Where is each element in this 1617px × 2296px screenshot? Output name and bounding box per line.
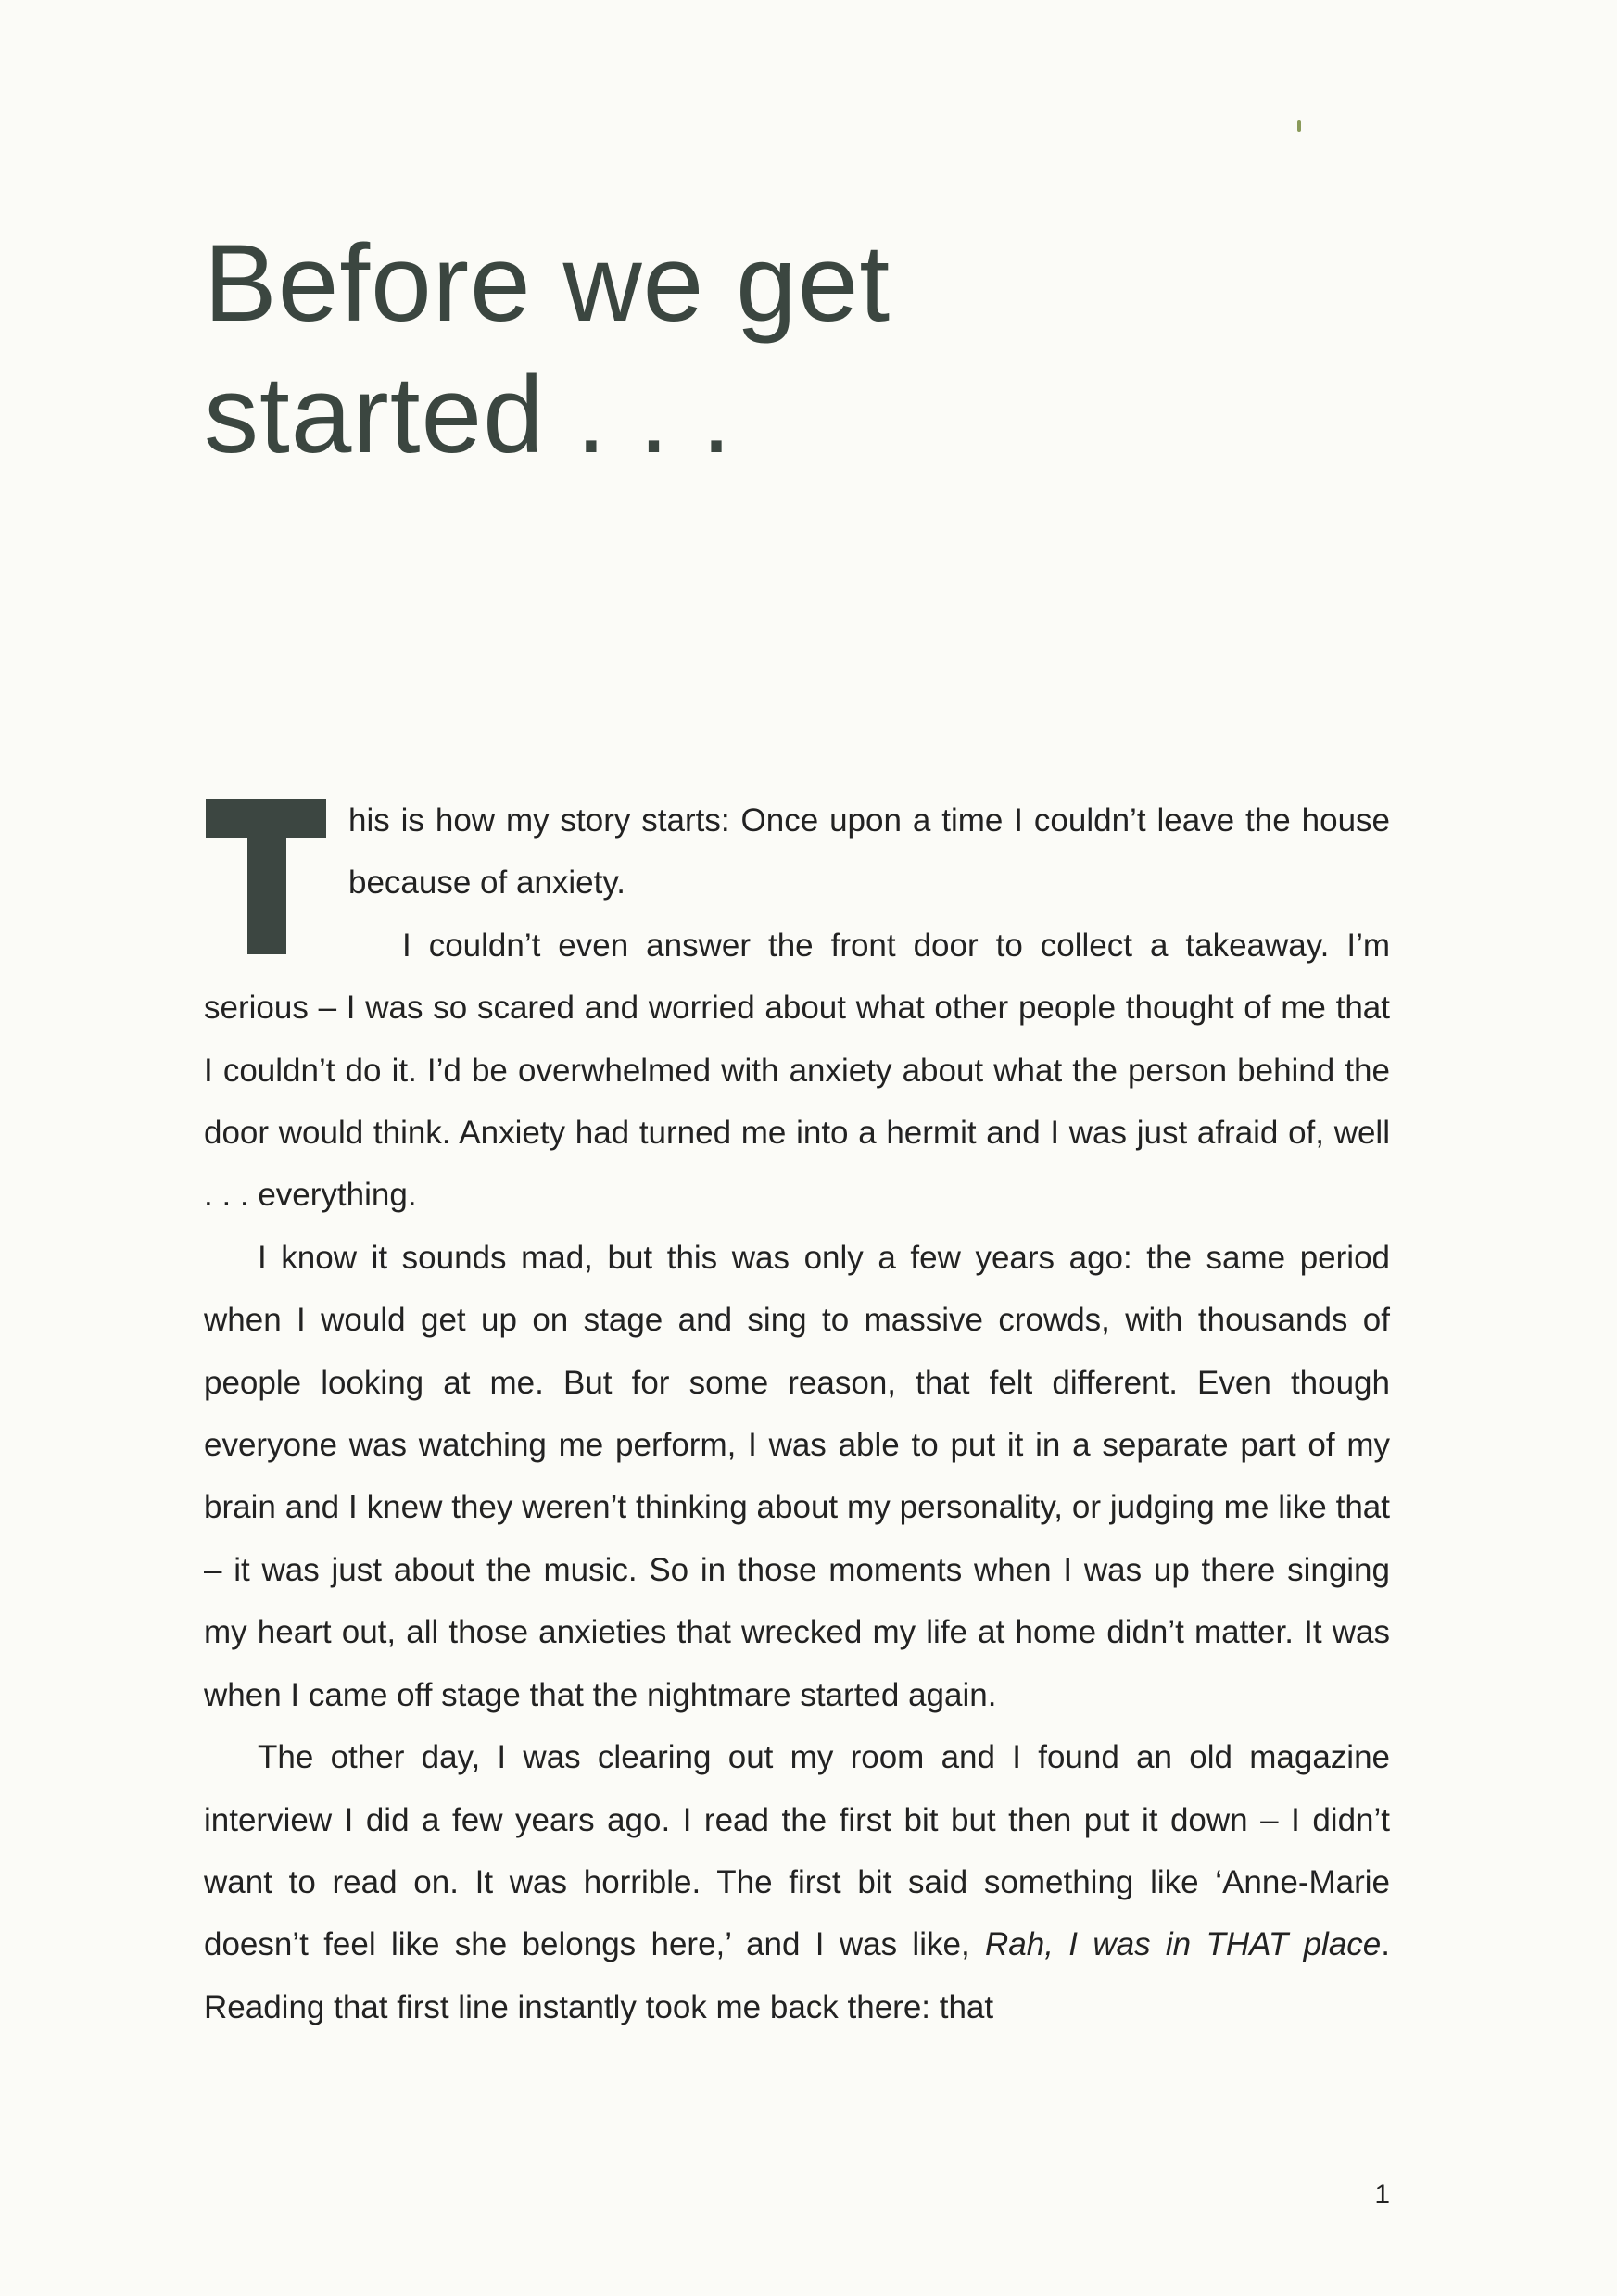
page-number: 1 [1374,2179,1390,2210]
print-speck [1297,120,1301,132]
chapter-title-line-2: started . . . [204,354,733,476]
paragraph-4-text-a: The other day, I was clearing out my room and I found an old magazine interview I did a few years ago. I read the first bit but then put it down – I didn’t want to read on. It was horrible. The first bit said something like ‘Anne-Marie doesn’t feel like she belongs here,’ and I was like, [204,1739,1390,1963]
chapter-title-line-1: Before we get [204,222,891,345]
paragraph-1-text: his is how my story starts: Once upon a time I couldn’t leave the house because of anxiety. [348,802,1390,902]
paragraph-4-italic: Rah, I was in THAT place [985,1926,1382,1963]
chapter-title [204,218,1223,481]
paragraph-4 [204,1726,1390,2038]
dropcap-letter [206,799,207,800]
paragraph-3: I know it sounds mad, but this was only a few years ago: the same period when I would get up on stage and sing to massive crowds, with thousands of people looking at me. But for some reason, that felt different. Even though everyone was watching me perform, I was able to put it in a separate part of my brain and I knew they weren’t thinking about my personality, or judging me like that – it was just about the music. So in those moments when I was up there singing my heart out, all those anxieties that wrecked my life at home didn’t matter. It was when I came off stage that the nightmare started again. [204,1239,1390,1713]
body-text [204,789,1390,2038]
paragraph-1 [204,789,1390,915]
paragraph-4-text-b: . Reading that first line instantly took me back there: that [204,1926,1390,2025]
dropcap-t [206,799,326,954]
paragraph-2: I couldn’t even answer the front door to collect a takeaway. I’m serious – I was so scared and worried about what other people thought of me that I couldn’t do it. I’d be overwhelmed with anxiety about what the person behind the door would think. Anxiety had turned me into a hermit and I was just afraid of, well . . . everything. [204,927,1390,1214]
